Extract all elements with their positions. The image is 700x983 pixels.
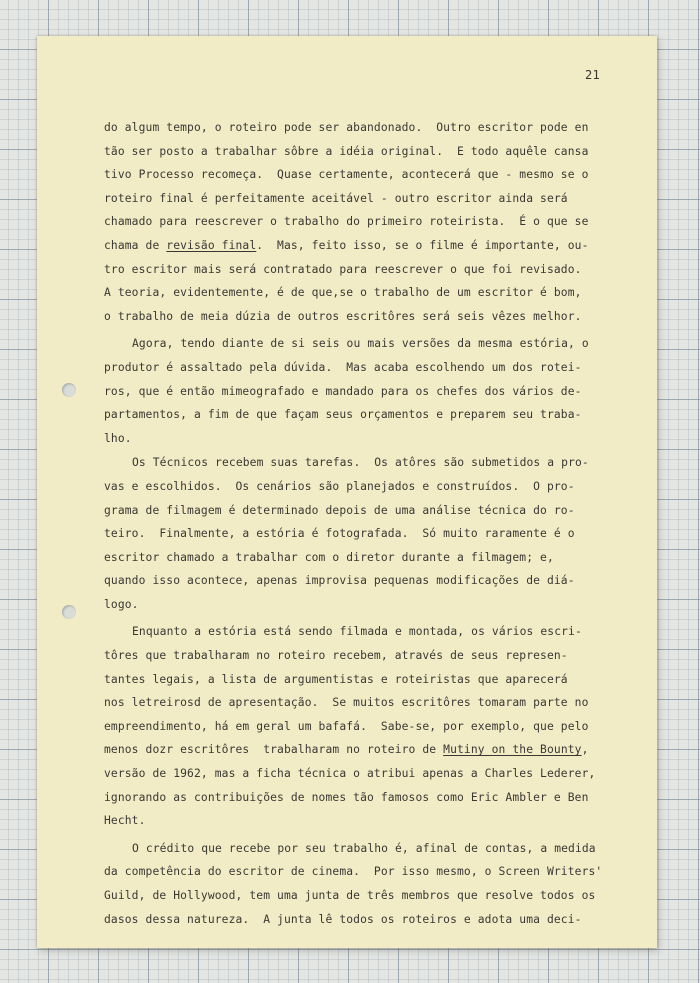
text-segment: chama de [104,238,167,252]
document-page [37,36,657,948]
text-segment: , [581,743,589,757]
text-line [104,234,604,258]
text-line: Guild, de Hollywood, tem uma junta de três membros que resolve todos os [104,889,596,902]
text-line: Os Técnicos recebem suas tarefas. Os atôres são submetidos a pro- [132,456,589,470]
text-line: Hecht. [104,814,146,828]
text-line [104,738,604,762]
text-line: tivo Processo recomeça. Quase certamente, acontecerá que - mesmo se o [104,168,589,182]
underlined-term: revisão final [166,238,257,252]
text-line: teiro. Finalmente, a estória é fotografada. Só muito raramente é o [104,527,575,541]
text-line: escritor chamado a trabalhar com o diretor durante a filmagem; e, [104,550,554,564]
text-line: O crédito que recebe por seu trabalho é, afinal de contas, a medida [132,841,596,855]
text-line: grama de filmagem é determinado depois de uma análise técnica do ro- [104,503,575,517]
page-number: 21 [584,68,600,82]
text-segment: . Mas, feito isso, se o filme é importante, ou- [256,238,589,252]
text-line: partamentos, a fim de que façam seus orçamentos e preparem seu traba- [104,408,582,422]
text-segment: menos dozr escritôres trabalharam no roteiro de [104,743,444,757]
punch-hole [62,605,76,619]
text-line: versão de 1962, mas a ficha técnica o atribui apenas a Charles Lederer, [104,767,596,781]
text-line: tantes legais, a lista de argumentistas e roteiristas que aparecerá [104,672,568,686]
text-line: ignorando as contribuições de nomes tão famosos como Eric Ambler e Ben [104,790,589,804]
text-line: produtor é assaltado pela dúvida. Mas acaba escolhendo um dos rotei- [104,360,582,374]
body-text [104,116,604,931]
text-line: empreendimento, há em geral um bafafá. Sabe-se, por exemplo, que pelo [104,719,589,733]
text-line: ros, que é então mimeografado e mandado para os chefes dos vários de- [104,384,582,398]
text-line: nos letreirosd de apresentação. Se muitos escritôres tomaram parte no [104,696,589,710]
text-line: tôres que trabalharam no roteiro recebem, através de seus represen- [104,649,568,663]
underlined-term: Mutiny on the Bounty [443,743,582,757]
text-line: lho. [104,431,132,445]
text-line: roteiro final é perfeitamente aceitável - outro escritor ainda será [104,191,568,205]
punch-hole [62,383,76,397]
text-line: logo. [104,597,139,611]
text-line: tão ser posto a trabalhar sôbre a idéia original. E todo aquêle cansa [104,144,589,158]
text-line: Agora, tendo diante de si seis ou mais versões da mesma estória, o [132,337,589,351]
text-line: A teoria, evidentemente, é de que,se o trabalho de um escritor é bom, [104,286,582,300]
text-line: dasos dessa natureza. A junta lê todos os roteiros e adota uma deci- [104,912,582,926]
text-line: quando isso acontece, apenas improvisa pequenas modificações de diá- [104,574,575,588]
text-line: Enquanto a estória está sendo filmada e montada, os vários escri- [132,625,582,639]
text-line: chamado para reescrever o trabalho do primeiro roteirista. É o que se [104,215,589,229]
text-line: tro escritor mais será contratado para reescrever o que foi revisado. [104,262,582,276]
text-line: o trabalho de meia dúzia de outros escritôres será seis vêzes melhor. [104,309,582,323]
text-line: da competência do escritor de cinema. Por isso mesmo, o Screen Writers' [104,865,603,879]
text-line: vas e escolhidos. Os cenários são planejados e construídos. O pro- [104,479,575,493]
text-line: do algum tempo, o roteiro pode ser abandonado. Outro escritor pode en [104,121,589,134]
